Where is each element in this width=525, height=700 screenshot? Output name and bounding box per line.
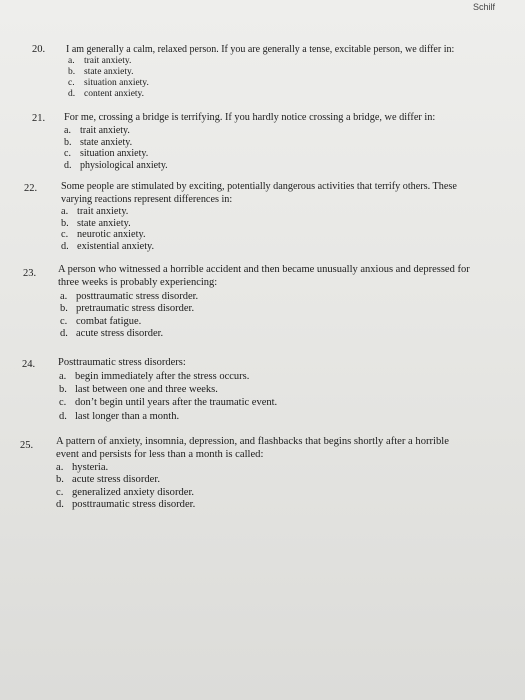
answer-option-c[interactable] (61, 229, 154, 241)
option-text: begin immediately after the stress occurs. (75, 371, 250, 382)
stem-line: event and persists for less than a month is called: (56, 449, 264, 460)
answer-option-c[interactable] (68, 78, 149, 89)
answer-option-a[interactable] (59, 370, 277, 383)
stem-line: varying reactions represent differences in: (61, 193, 233, 205)
option-letter: a. (61, 206, 69, 217)
answer-option-a[interactable] (64, 125, 168, 137)
option-text: posttraumatic stress disorder. (76, 291, 199, 302)
option-letter: c. (68, 78, 75, 88)
stem-line: Some people are stimulated by exciting, potentially dangerous activities that terrify others. These (61, 181, 457, 192)
stem-line: I am generally a calm, relaxed person. If you are generally a tense, excitable person, we differ in: (66, 44, 455, 55)
answer-option-a[interactable] (68, 56, 149, 67)
option-text: situation anxiety. (84, 78, 149, 88)
option-text: hysteria. (72, 462, 109, 473)
question-stem (56, 435, 449, 461)
option-letter: d. (64, 159, 72, 171)
option-letter: d. (59, 410, 67, 422)
answer-option-b[interactable] (56, 474, 195, 486)
answer-option-b[interactable] (59, 383, 277, 396)
stem-line: Posttraumatic stress disorders: (58, 357, 186, 368)
answer-option-c[interactable] (60, 316, 198, 328)
answer-option-d[interactable] (56, 499, 195, 511)
question-stem (66, 44, 454, 57)
answer-options (68, 56, 149, 100)
question-stem (61, 181, 457, 206)
answer-option-b[interactable] (61, 218, 154, 230)
option-text: trait anxiety. (80, 125, 130, 136)
answer-options (60, 291, 198, 341)
option-letter: a. (59, 371, 67, 382)
option-text: last between one and three weeks. (75, 384, 218, 396)
option-letter: c. (56, 486, 64, 498)
option-text: last longer than a month. (75, 410, 180, 422)
stem-line: A pattern of anxiety, insomnia, depression, and flashbacks that begins shortly after a horrible (56, 436, 449, 447)
answer-options (59, 370, 277, 423)
option-letter: a. (56, 462, 64, 473)
answer-option-d[interactable] (60, 328, 198, 340)
stem-line: three weeks is probably experiencing: (58, 276, 218, 288)
option-letter: a. (68, 56, 75, 66)
answer-option-c[interactable] (64, 148, 168, 160)
option-text: combat fatigue. (76, 315, 142, 327)
answer-option-a[interactable] (60, 291, 198, 303)
option-letter: a. (60, 291, 68, 302)
answer-options (64, 125, 168, 171)
question-stem (64, 112, 435, 125)
option-text: acute stress disorder. (72, 474, 160, 486)
stem-line: A person who witnessed a horrible accident and then became unusually anxious and depressed for (58, 264, 470, 275)
option-letter: d. (61, 240, 69, 252)
answer-option-b[interactable] (64, 137, 168, 149)
option-letter: a. (64, 125, 71, 136)
option-letter: b. (56, 474, 64, 486)
option-text: trait anxiety. (77, 206, 129, 217)
header-name: Schilf (472, 2, 495, 12)
option-letter: d. (68, 89, 76, 99)
option-letter: c. (61, 229, 69, 241)
option-text: state anxiety. (77, 217, 131, 229)
option-letter: b. (68, 67, 76, 77)
answer-option-d[interactable] (59, 410, 277, 423)
answer-option-d[interactable] (61, 241, 154, 253)
option-text: generalized anxiety disorder. (72, 486, 195, 498)
question-number: 25. (20, 440, 34, 451)
option-text: neurotic anxiety. (77, 229, 146, 241)
option-text: pretraumatic stress disorder. (76, 303, 195, 315)
option-text: posttraumatic stress disorder. (72, 499, 196, 511)
question-stem (58, 357, 186, 370)
answer-option-c[interactable] (56, 487, 195, 499)
option-text: situation anxiety. (80, 148, 149, 160)
question-number: 24. (22, 359, 36, 370)
option-letter: d. (60, 328, 68, 340)
option-text: existential anxiety. (77, 240, 155, 252)
answer-option-a[interactable] (56, 462, 195, 474)
option-letter: b. (64, 136, 72, 148)
question-number: 20. (32, 44, 46, 55)
option-text: content anxiety. (84, 89, 145, 99)
answer-options (56, 462, 195, 512)
option-letter: c. (60, 315, 68, 327)
question-number: 23. (23, 268, 37, 279)
answer-option-c[interactable] (59, 396, 277, 409)
option-letter: c. (64, 148, 71, 160)
option-text: don’t begin until years after the traumatic event. (75, 397, 278, 409)
question-number: 21. (32, 113, 46, 124)
answer-option-b[interactable] (60, 303, 198, 315)
option-text: trait anxiety. (84, 56, 132, 66)
option-text: state anxiety. (80, 136, 133, 148)
answer-options (61, 206, 154, 252)
option-letter: c. (59, 397, 67, 409)
option-letter: d. (56, 499, 64, 511)
answer-option-b[interactable] (68, 67, 149, 78)
answer-option-a[interactable] (61, 206, 154, 218)
question-number: 22. (24, 183, 38, 194)
option-text: acute stress disorder. (76, 328, 164, 340)
stem-line: For me, crossing a bridge is terrifying. If you hardly notice crossing a bridge, we differ in: (64, 112, 436, 123)
option-letter: b. (61, 217, 69, 229)
option-letter: b. (60, 303, 68, 315)
question-stem (58, 264, 470, 289)
option-letter: b. (59, 384, 67, 396)
option-text: physiological anxiety. (80, 159, 168, 171)
answer-option-d[interactable] (64, 160, 168, 172)
option-text: state anxiety. (84, 67, 134, 77)
answer-option-d[interactable] (68, 89, 149, 100)
